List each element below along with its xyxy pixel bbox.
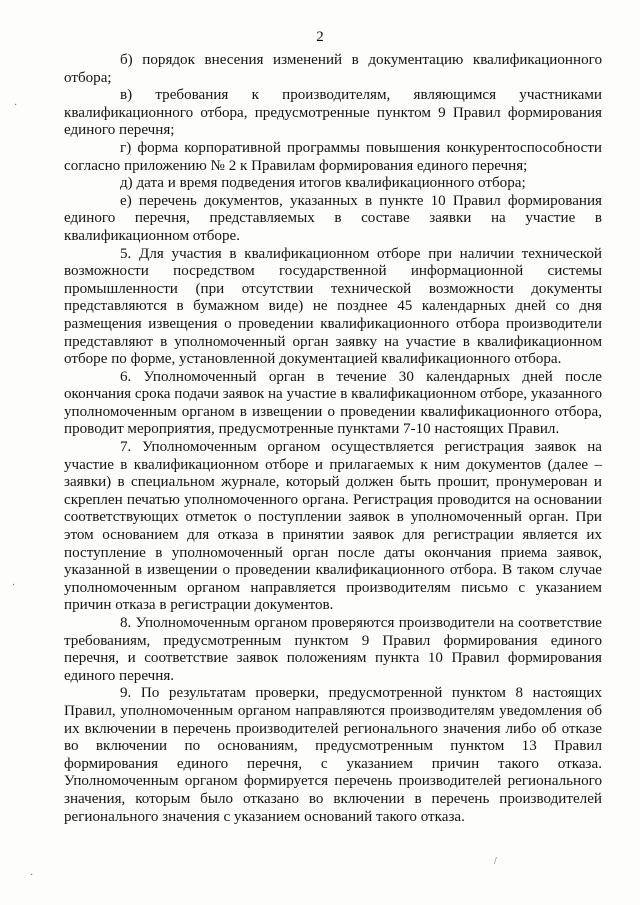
scan-speck-left-bottom: ·: [30, 870, 34, 881]
scan-speck-bottom: /: [494, 856, 497, 867]
scan-speck-left-mid: ·: [12, 580, 16, 591]
scan-speck-left-top: ·: [14, 100, 18, 111]
paragraph-8: 8. Уполномоченным органом проверяются производители на соответствие требованиям, предусмотренным пунктом 9 Правил формирования единого перечня, и соответствие заявок положениям пункта 10 Правил формирования единого перечня.: [64, 615, 602, 684]
paragraph-g: г) форма корпоративной программы повышения конкурентоспособности согласно приложению № 2 к Правилам формирования единого перечня;: [64, 139, 602, 174]
paragraph-v: в) требования к производителям, являющимся участниками квалификационного отбора, предусмотренные пунктом 9 Правил формирования единого перечня;: [64, 87, 602, 139]
paragraph-5: 5. Для участия в квалификационном отборе при наличии технической возможности посредством государственной информационной системы промышленности (при отсутствии технической возможности документы представляются в бумажном виде) не позднее 45 календарных дней со дня размещения извещения о проведении квалификационного отбора производители представляют в уполномоченный орган заявку на участие в квалификационном отборе по форме, установленной документацией квалификационного отбора.: [64, 245, 602, 368]
paragraph-b: б) порядок внесения изменений в документацию квалификационного отбора;: [64, 52, 602, 86]
paragraph-e: е) перечень документов, указанных в пункте 10 Правил формирования единого перечня, представляемых в составе заявки на участие в квалификационном отборе.: [64, 192, 602, 244]
paragraph-7: 7. Уполномоченным органом осуществляется регистрация заявок на участие в квалификационном отборе и прилагаемых к ним документов (далее – заявки) в специальном журнале, который должен быть прошит, пронумерован и скреплен печатью уполномоченного органа. Регистрация проводится на основании соответствующих отметок о поступлении заявок в уполномоченный орган. При этом основанием для отказа в принятии заявок для регистрации является их поступление в уполномоченный орган после даты окончания приема заявок, указанной в извещении о проведении квалификационного отбора. В таком случае уполномоченным органом направляется производителям письмо с указанием причин отказа в регистрации документов.: [64, 439, 602, 614]
paragraph-9: 9. По результатам проверки, предусмотренной пунктом 8 настоящих Правил, уполномоченным органом направляются производителям уведомления об их включении в перечень производителей регионального значения либо об отказе во включении по основаниям, предусмотренным пунктом 13 Правил формирования единого перечня, с указанием причин такого отказа. Уполномоченным органом формируется перечень производителей регионального значения, которым было отказано во включении в перечень производителей регионального значения с указанием оснований такого отказа.: [64, 685, 602, 825]
paragraph-d: д) дата и время подведения итогов квалификационного отбора;: [120, 175, 526, 192]
document-body: [64, 52, 602, 826]
paragraph-6: 6. Уполномоченный орган в течение 30 календарных дней после окончания срока подачи заявок на участие в квалификационном отборе, указанного уполномоченным органом в извещении о проведении квалификационного отбора, проводит мероприятия, предусмотренные пунктами 7-10 настоящих Правил.: [64, 368, 602, 438]
page-number: 2: [316, 29, 324, 45]
